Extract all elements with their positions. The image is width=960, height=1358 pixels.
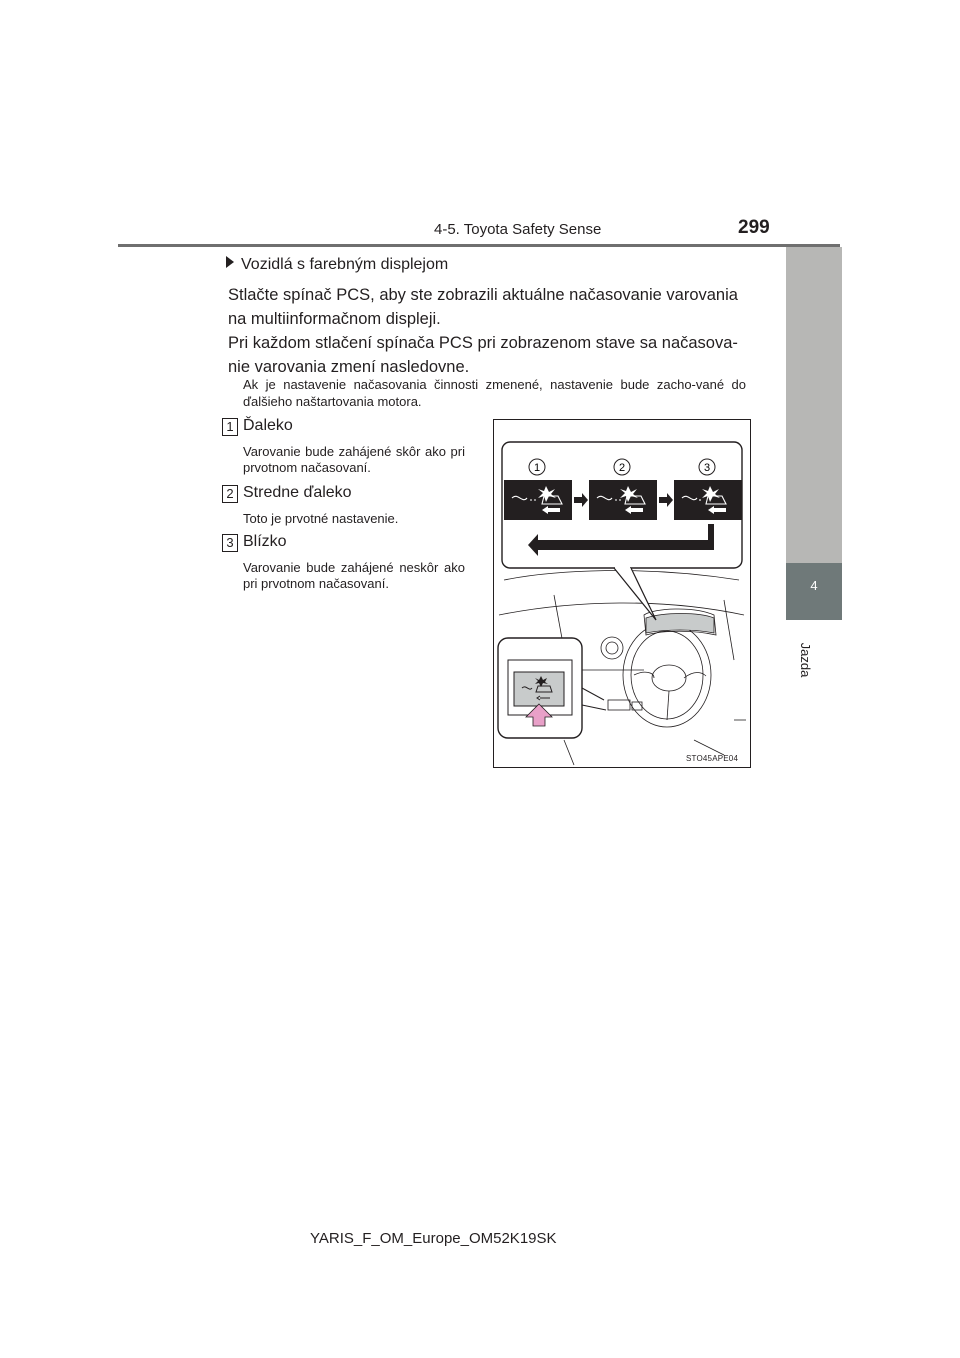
paragraph-2: Pri každom stlačení spínača PCS pri zobrazenom stave sa načasova-nie varovania zmení nasledovne. (228, 334, 738, 376)
callout-1: 1 (533, 462, 541, 474)
header-rule (118, 244, 840, 247)
bullet-heading (226, 256, 448, 274)
item-description: Varovanie bude zahájené skôr ako pri prvotnom načasovaní. (243, 444, 465, 475)
chapter-tab-strip (786, 247, 842, 563)
inset-pointer (582, 688, 604, 700)
callout-3: 3 (703, 462, 711, 474)
document-id: YARIS_F_OM_Europe_OM52K19SK (310, 1230, 557, 1247)
callout-2: 2 (618, 462, 626, 474)
item-number-badge: 1 (222, 418, 238, 436)
multi-info-display (646, 614, 714, 634)
note-text: Ak je nastavenie načasovania činnosti zmenené, nastavenie bude zacho-vané do ďalšieho naštartovania motora. (243, 377, 746, 409)
triangle-bullet-icon (226, 256, 234, 268)
item-number-badge: 2 (222, 485, 238, 503)
item-title: Ďaleko (243, 417, 293, 434)
page-number: 299 (738, 217, 770, 238)
inset-pointer (582, 705, 606, 710)
item-number-badge: 3 (222, 534, 238, 552)
pcs-switch (514, 672, 564, 706)
pcs-indicator-panels (504, 480, 742, 520)
chapter-number: 4 (810, 578, 818, 593)
section-title: 4-5. Toyota Safety Sense (434, 221, 602, 238)
item-title: Blízko (243, 533, 287, 550)
bullet-heading-text: Vozidlá s farebným displejom (241, 256, 449, 273)
illustration-svg (494, 420, 750, 767)
chapter-label: Jazda (798, 642, 813, 678)
pcs-timing-illustration (493, 419, 751, 768)
figure-code: STO45APE04 (686, 754, 739, 763)
item-description: Toto je prvotné nastavenie. (243, 511, 399, 526)
paragraph-1: Stlačte spínač PCS, aby ste zobrazili aktuálne načasovanie varovania na multiinformačnom displeji. (228, 286, 738, 328)
item-description: Varovanie bude zahájené neskôr ako pri prvotnom načasovaní. (243, 560, 465, 591)
item-title: Stredne ďaleko (243, 484, 352, 501)
callout-pointer (614, 568, 656, 620)
